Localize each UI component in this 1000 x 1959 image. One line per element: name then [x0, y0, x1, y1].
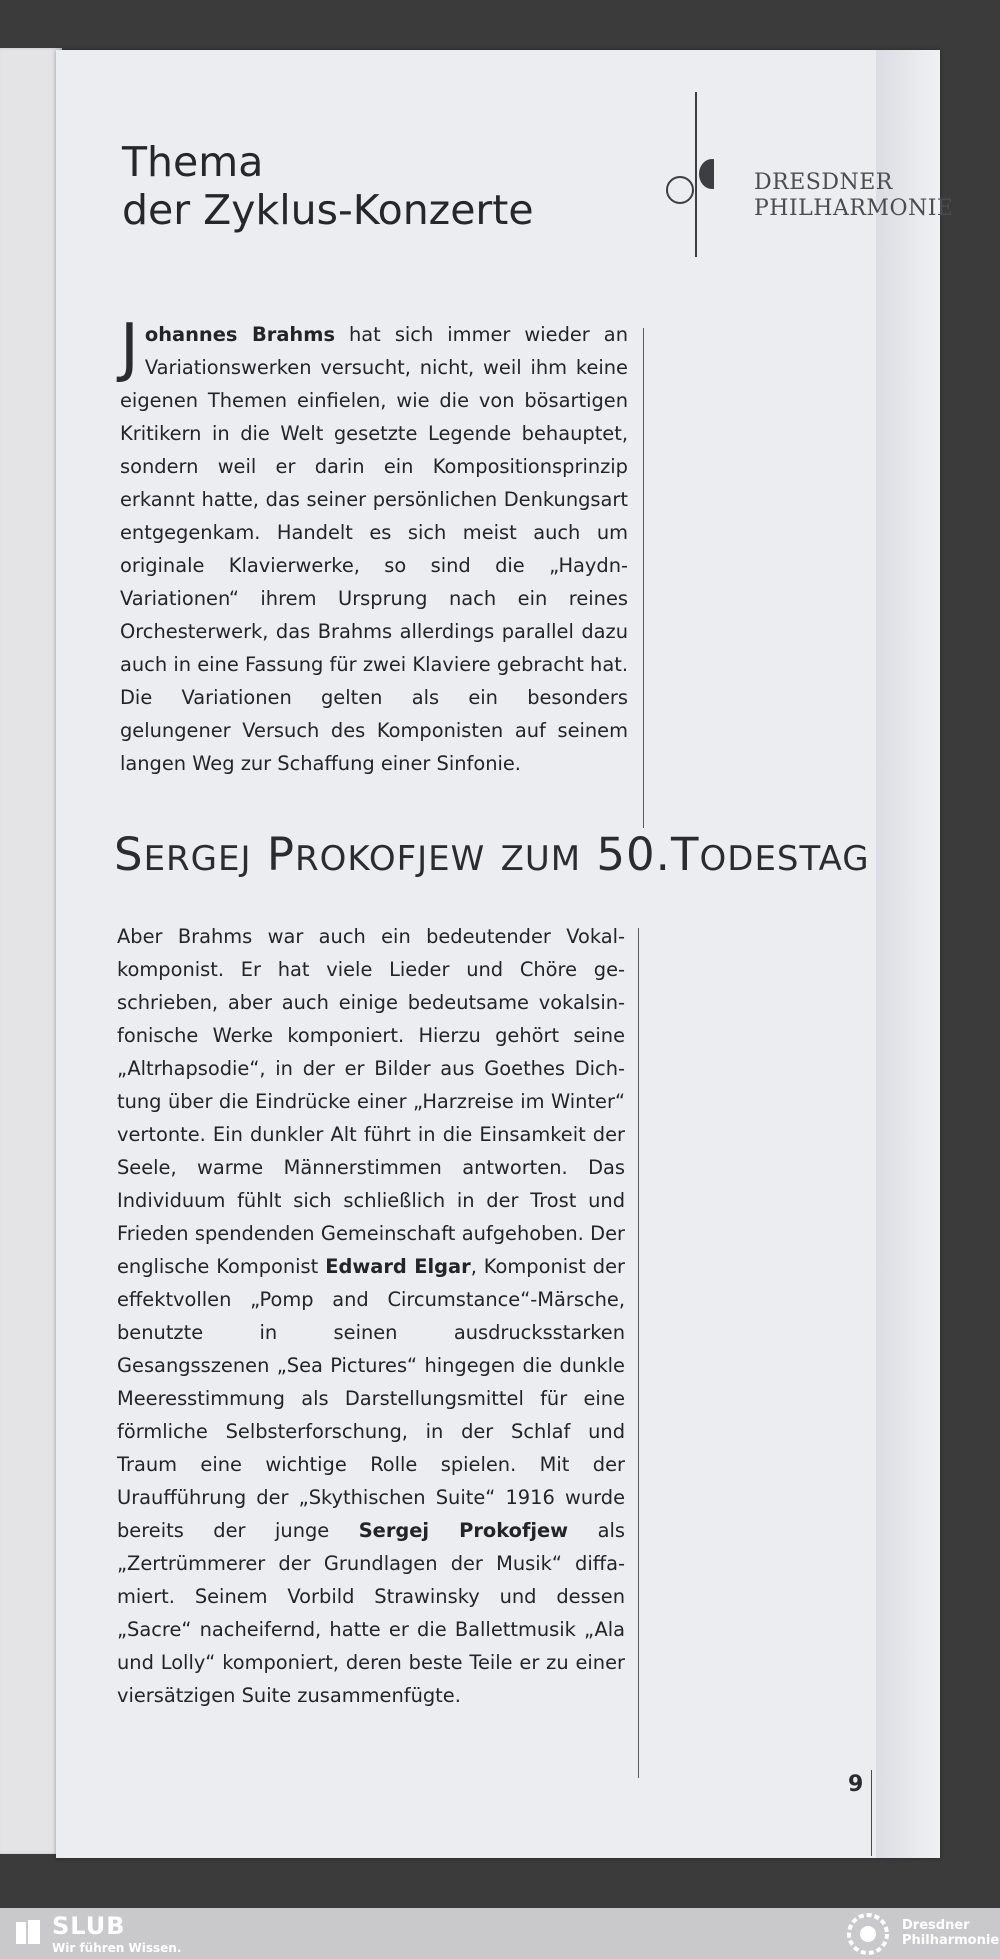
main-text-2: , Komponist der effektvollen „Pomp and Circumstance“-Märsche, benutzte in seinen ausdrucksstarken Gesangsszenen „Sea Pictures“ hingegen die dunkle Meeresstimmung als Darstellungsmittel für eine förmliche Selbsterforschung, in der Schlaf und Traum eine wichtige Rolle spielen. Mit der Uraufführung der „Skythischen Suite“ 1916 wurde bereits der junge	[117, 1255, 626, 1542]
slub-tagline: Wir führen Wissen.	[52, 1941, 182, 1955]
page-number: 9	[848, 1772, 864, 1797]
title-cap-s: S	[114, 828, 144, 881]
page-number-rule	[871, 1770, 872, 1856]
title-word-3: ZUM	[500, 839, 582, 879]
dresdner-philharmonie-logo	[604, 92, 954, 262]
slub-book-icon	[14, 1918, 44, 1948]
page-edge-shadow	[876, 50, 940, 1858]
heading-line-2: der Zyklus-Konzerte	[122, 186, 534, 234]
dp-logo-mark-icon	[604, 92, 714, 262]
dresdner-philharmonie-wordmark	[902, 1918, 999, 1948]
drop-cap: J	[120, 311, 139, 385]
document-page	[56, 50, 954, 1858]
title-cap-t: T	[671, 828, 700, 881]
logo-wordmark	[754, 170, 954, 222]
column-rule	[643, 328, 644, 828]
viewer-footer-bar	[0, 1908, 1000, 1959]
title-word-2: ROKOFJEW	[295, 839, 486, 879]
intro-text: hat sich immer wieder an Variationswerken versucht, nicht, weil ihm keine eigenen Themen einfielen, wie die von bösartigen Kritikern in die Welt gesetzte Legende behauptet, sondern weil er darin ein Kompositionsprinzip erkannt hatte, das seiner persönlichen Denkungsart entgegenkam. Handelt es sich meist auch um originale Klavierwerke, so sind die „Haydn-Variationen“ ihrem Ursprung nach ein reines Orchesterwerk, das Brahms allerdings parallel dazu auch in eine Fassung für zwei Klaviere gebracht hat. Die Variationen gelten als ein besonders gelungener Versuch des Komponisten auf seinem langen Weg zur Schaffung einer Sinfonie.	[120, 323, 628, 775]
column-rule	[638, 928, 639, 1778]
main-text-3: als „Zertrümmerer der Grundlagen der Musik“ diffamiert. Seinem Vorbild Strawinsky und dessen „Sacre“ nacheifernd, hatte er die Ballettmusik „Ala und Lolly“ komponiert, deren beste Teile er zu einer viersätzigen Suite zusammenfügte.	[117, 1519, 625, 1707]
heading-line-1: Thema	[122, 138, 264, 186]
main-text-1: Aber Brahms war auch ein bedeutender Vokalkomponist. Er hat viele Lieder und Chöre geschrieben, aber auch einige bedeutsame vokalsinfonische Werke komponiert. Hierzu gehört seine „Altrhapsodie“, in der er Bilder aus Goethes Dichtung über die Eindrücke einer „Harzreise im Winter“ vertonte. Ein dunkler Alt führt in die Einsamkeit der Seele, warme Männerstimmen antworten. Das Individuum fühlt sich schließlich in der Trost und Frieden spendenden Gemeinschaft aufgehoben. Der englische Komponist	[117, 925, 625, 1278]
title-cap-p: P	[266, 828, 295, 881]
title-word-4: ODESTAG	[699, 839, 870, 879]
dp-line-1: Dresdner	[902, 1918, 970, 1933]
slub-logo-text: SLUB	[52, 1912, 126, 1940]
page-heading	[122, 138, 534, 234]
main-paragraph	[117, 920, 625, 1712]
section-title	[114, 828, 944, 886]
prokofjew-name: Sergej Prokofjew	[358, 1519, 569, 1542]
dresdner-philharmonie-emblem-icon	[842, 1912, 894, 1956]
logo-line-2: PHILHARMONIE	[754, 196, 954, 221]
elgar-name: Edward Elgar	[325, 1255, 471, 1278]
title-word-1: ERGEJ	[143, 839, 252, 879]
composer-name: ohannes Brahms	[144, 323, 335, 346]
dp-line-2: Philharmonie	[902, 1933, 1000, 1948]
title-number: 50.	[596, 828, 671, 881]
intro-paragraph	[120, 311, 628, 780]
logo-line-1: DRESDNER	[754, 170, 893, 195]
adjacent-page-edge	[0, 48, 62, 1854]
